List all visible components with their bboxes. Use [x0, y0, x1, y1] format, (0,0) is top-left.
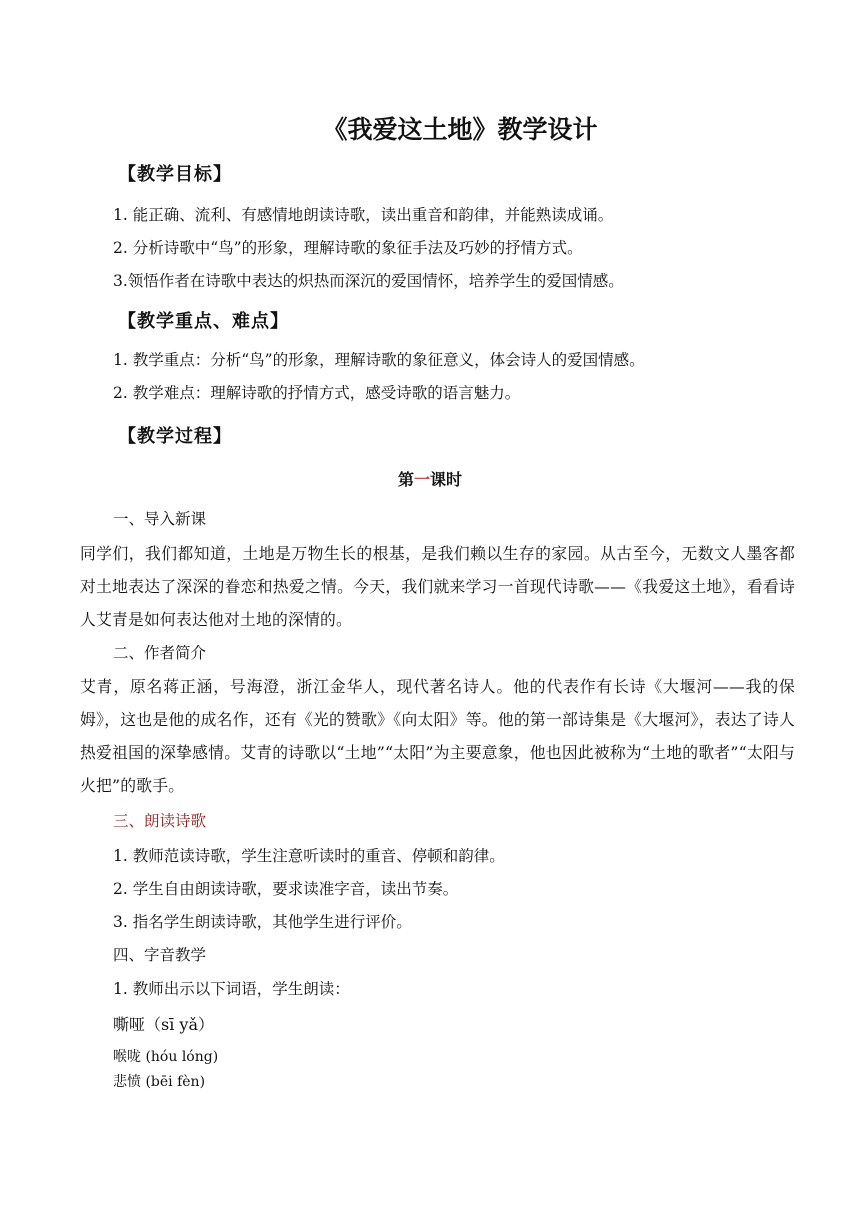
- section-heading-goals: 【教学目标】: [118, 164, 232, 185]
- section-heading-key-points: 【教学重点、难点】: [118, 311, 289, 332]
- author-paragraph: 艾青，原名蒋正涵，号海澄，浙江金华人，现代著名诗人。他的代表作有长诗《大堰河——我的保姆》，这也是他的成名作，还有《光的赞歌》《向太阳》等。他的第一部诗集是《大堰河》，表达了诗人热爱祖国的深挚感情。艾青的诗歌以“土地”“太阳”为主要意象，他也因此被称为“土地的歌者”“太阳与火把”的歌手。: [80, 677, 795, 795]
- subsection-title-author: 二、作者简介: [113, 644, 207, 662]
- word-item-1: 嘶哑（sī yǎ）: [113, 1015, 214, 1034]
- key-point-item-2: 2. 教学难点：理解诗歌的抒情方式，感受诗歌的语言魅力。: [113, 384, 521, 402]
- lesson-label-accent: 一: [413, 470, 430, 489]
- phonetics-intro: 1. 教师出示以下词语，学生朗读：: [113, 980, 350, 998]
- goal-item-3: 3.领悟作者在诗歌中表达的炽热而深沉的爱国情怀，培养学生的爱国情感。: [113, 272, 624, 290]
- section-heading-process: 【教学过程】: [118, 426, 232, 447]
- lesson-label: [0, 467, 860, 490]
- document-title: 《我爱这土地》教学设计: [322, 115, 598, 144]
- reading-item-2: 2. 学生自由朗读诗歌，要求读准字音，读出节奏。: [113, 880, 459, 898]
- reading-item-3: 3. 指名学生朗读诗歌，其他学生进行评价。: [113, 913, 412, 931]
- word-item-3: 悲愤 (bēi fèn): [113, 1074, 206, 1090]
- intro-paragraph: 同学们，我们都知道，土地是万物生长的根基，是我们赖以生存的家园。从古至今，无数文人墨客都对土地表达了深深的眷恋和热爱之情。今天，我们就来学习一首现代诗歌——《我爱这土地》，看看诗人艾青是如何表达他对土地的深情的。: [80, 544, 795, 629]
- goal-item-1: 1. 能正确、流利、有感情地朗读诗歌，读出重音和韵律，并能熟读成诵。: [113, 206, 614, 224]
- subsection-title-intro: 一、导入新课: [113, 510, 207, 528]
- subsection-title-reading: 三、朗读诗歌: [113, 812, 207, 830]
- goal-item-2: 2. 分析诗歌中“鸟”的形象，理解诗歌的象征手法及巧妙的抒情方式。: [113, 239, 583, 257]
- reading-item-1: 1. 教师范读诗歌，学生注意听读时的重音、停顿和韵律。: [113, 847, 505, 865]
- key-point-item-1: 1. 教学重点：分析“鸟”的形象，理解诗歌的象征意义，体会诗人的爱国情感。: [113, 351, 645, 369]
- word-item-2: 喉咙 (hóu lóng): [113, 1049, 219, 1065]
- subsection-title-phonetics: 四、字音教学: [113, 946, 207, 964]
- lesson-label-text: 第一课时: [397, 470, 463, 489]
